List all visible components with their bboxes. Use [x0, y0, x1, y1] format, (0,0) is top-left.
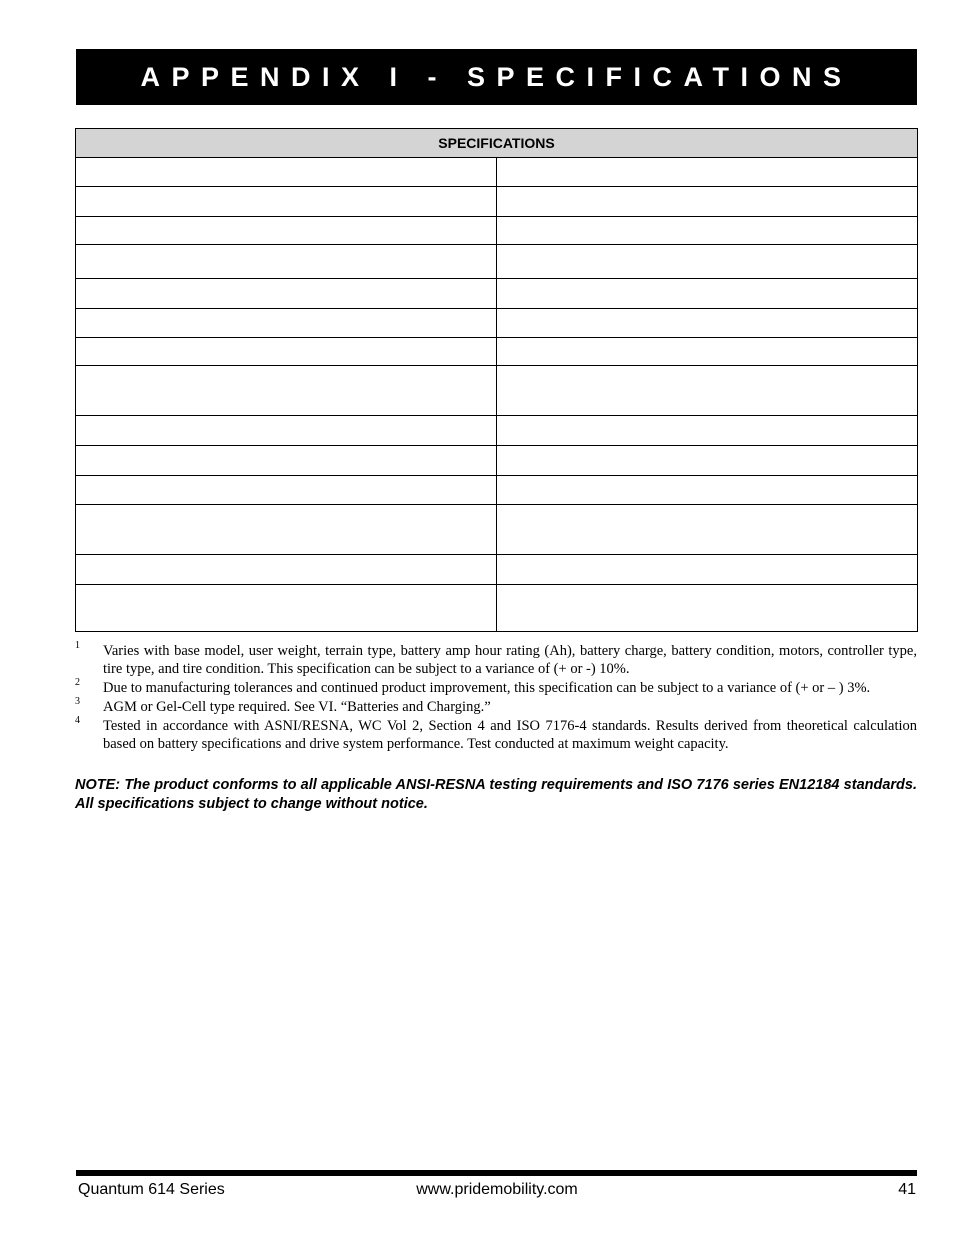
- footnote-text: Tested in accordance with ASNI/RESNA, WC Vol 2, Section 4 and ISO 7176-4 standards. Results derived from theoretical calculation based on battery specifications and drive system performance. Test conducted at maximum weight capacity.: [103, 718, 917, 752]
- footnotes: [75, 642, 917, 754]
- row-label: [76, 416, 497, 446]
- row-label: [76, 279, 497, 309]
- footnote: [75, 717, 917, 753]
- row-value: [497, 416, 918, 446]
- table-row: [76, 187, 918, 217]
- footnote: [75, 642, 917, 678]
- row-label: [76, 245, 497, 279]
- table-row: [76, 309, 918, 338]
- row-label: [76, 366, 497, 416]
- row-label: [76, 309, 497, 338]
- row-value: [497, 309, 918, 338]
- row-label: [76, 555, 497, 585]
- table-row: [76, 555, 918, 585]
- row-value: [497, 505, 918, 555]
- table-row: [76, 505, 918, 555]
- row-value: [497, 187, 918, 217]
- page-title: APPENDIX I - SPECIFICATIONS: [140, 61, 853, 92]
- table-row: [76, 366, 918, 416]
- footnote: [75, 698, 917, 716]
- footnote-number: 1: [75, 640, 80, 651]
- table-row: [76, 279, 918, 309]
- row-value: [497, 476, 918, 505]
- footnote-number: 4: [75, 715, 80, 726]
- row-label: [76, 446, 497, 476]
- table-caption: SPECIFICATIONS: [76, 129, 918, 158]
- table-row: [76, 217, 918, 245]
- row-value: [497, 366, 918, 416]
- row-label: [76, 476, 497, 505]
- row-value: [497, 446, 918, 476]
- footnote: [75, 679, 917, 697]
- table-row: [76, 446, 918, 476]
- specifications-table: [75, 128, 918, 632]
- footer-product-name: Quantum 614 Series: [78, 1181, 225, 1198]
- table-row: [76, 158, 918, 187]
- footer-website-link[interactable]: www.pridemobility.com: [416, 1181, 578, 1198]
- row-value: [497, 585, 918, 632]
- footnote-text: Varies with base model, user weight, terrain type, battery amp hour rating (Ah), battery charge, battery condition, motors, controller type, tire type, and tire condition. This specification can be subject to a variance of (+ or -) 10%.: [103, 643, 917, 677]
- footnote-number: 3: [75, 696, 80, 707]
- row-label: [76, 158, 497, 187]
- row-value: [497, 217, 918, 245]
- footnote-text: AGM or Gel-Cell type required. See VI. “Batteries and Charging.”: [103, 699, 491, 715]
- row-label: [76, 187, 497, 217]
- row-value: [497, 555, 918, 585]
- page-title-banner: [76, 49, 917, 105]
- table-row: [76, 585, 918, 632]
- row-label: [76, 217, 497, 245]
- row-value: [497, 158, 918, 187]
- table-row: [76, 476, 918, 505]
- row-value: [497, 338, 918, 366]
- row-value: [497, 279, 918, 309]
- row-label: [76, 338, 497, 366]
- row-label: [76, 585, 497, 632]
- table-row: [76, 416, 918, 446]
- row-value: [497, 245, 918, 279]
- page-number: 41: [898, 1181, 916, 1198]
- table-row: [76, 338, 918, 366]
- table-row: [76, 245, 918, 279]
- row-label: [76, 505, 497, 555]
- note-paragraph: NOTE: The product conforms to all applicable ANSI-RESNA testing requirements and ISO 7176 series EN12184 standards. All specifications subject to change without notice.: [75, 777, 917, 812]
- footnote-number: 2: [75, 677, 80, 688]
- footnote-text: Due to manufacturing tolerances and continued product improvement, this specification can be subject to a variance of (+ or – ) 3%.: [103, 680, 871, 696]
- footer-divider: [76, 1170, 917, 1176]
